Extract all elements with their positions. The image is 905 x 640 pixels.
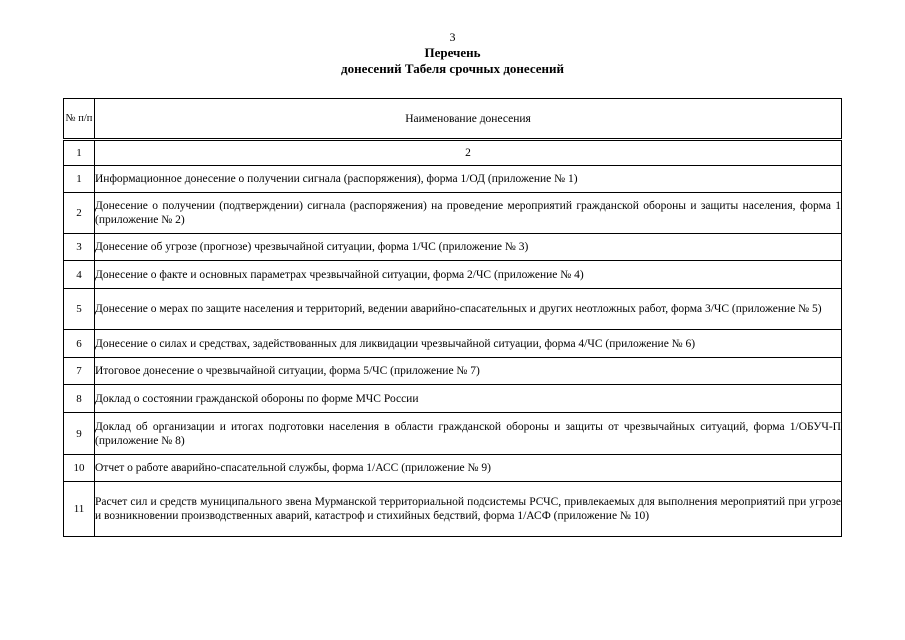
table-header-row [64,99,842,140]
row-number: 6 [64,330,95,358]
row-text: Отчет о работе аварийно-спасательной службы, форма 1/АСС (приложение № 9) [95,455,842,482]
header-name-cell: Наименование донесения [95,99,842,140]
column-number-row [64,140,842,166]
reports-table [63,98,842,537]
table-row [64,455,842,482]
row-number: 8 [64,385,95,413]
document-title [0,45,905,77]
column-number-1: 1 [64,140,95,166]
row-number: 9 [64,413,95,455]
row-text: Донесение о силах и средствах, задействованных для ликвидации чрезвычайной ситуации, форма 4/ЧС (приложение № 6) [95,330,842,358]
row-text: Донесение о получении (подтверждении) сигнала (распоряжения) на проведение мероприятий гражданской обороны и защиты населения, форма 1 (приложение № 2) [95,193,842,234]
title-line-2: донесений Табеля срочных донесений [341,61,564,76]
row-number: 3 [64,234,95,261]
row-text: Донесение о мерах по защите населения и территорий, ведении аварийно-спасательных и других неотложных работ, форма 3/ЧС (приложение № 5) [95,289,842,330]
column-number-2: 2 [95,140,842,166]
row-number: 10 [64,455,95,482]
header-number-cell: № п/п [64,99,95,140]
table-row [64,482,842,537]
table-row [64,413,842,455]
row-text: Доклад об организации и итогах подготовки населения в области гражданской обороны и защиты от чрезвычайных ситуаций, форма 1/ОБУЧ-П (приложение № 8) [95,413,842,455]
row-number: 11 [64,482,95,537]
table-row [64,330,842,358]
row-number: 5 [64,289,95,330]
table-row [64,193,842,234]
row-text: Информационное донесение о получении сигнала (распоряжения), форма 1/ОД (приложение № 1) [95,166,842,193]
row-text: Донесение об угрозе (прогнозе) чрезвычайной ситуации, форма 1/ЧС (приложение № 3) [95,234,842,261]
table-row [64,289,842,330]
row-number: 4 [64,261,95,289]
row-number: 2 [64,193,95,234]
page-number: 3 [449,30,456,44]
table-row [64,261,842,289]
row-number: 1 [64,166,95,193]
row-text: Итоговое донесение о чрезвычайной ситуации, форма 5/ЧС (приложение № 7) [95,358,842,385]
row-text: Донесение о факте и основных параметрах чрезвычайной ситуации, форма 2/ЧС (приложение № 4) [95,261,842,289]
table-row [64,234,842,261]
row-text: Доклад о состоянии гражданской обороны по форме МЧС России [95,385,842,413]
title-line-1: Перечень [424,45,481,60]
row-number: 7 [64,358,95,385]
table-row [64,358,842,385]
table-row [64,385,842,413]
table-row [64,166,842,193]
row-text: Расчет сил и средств муниципального звена Мурманской территориальной подсистемы РСЧС, привлекаемых для выполнения мероприятий при угрозе и возникновении производственных аварий, катастроф и стихийных бедствий, форма 1/АСФ (приложение № 10) [95,482,842,537]
